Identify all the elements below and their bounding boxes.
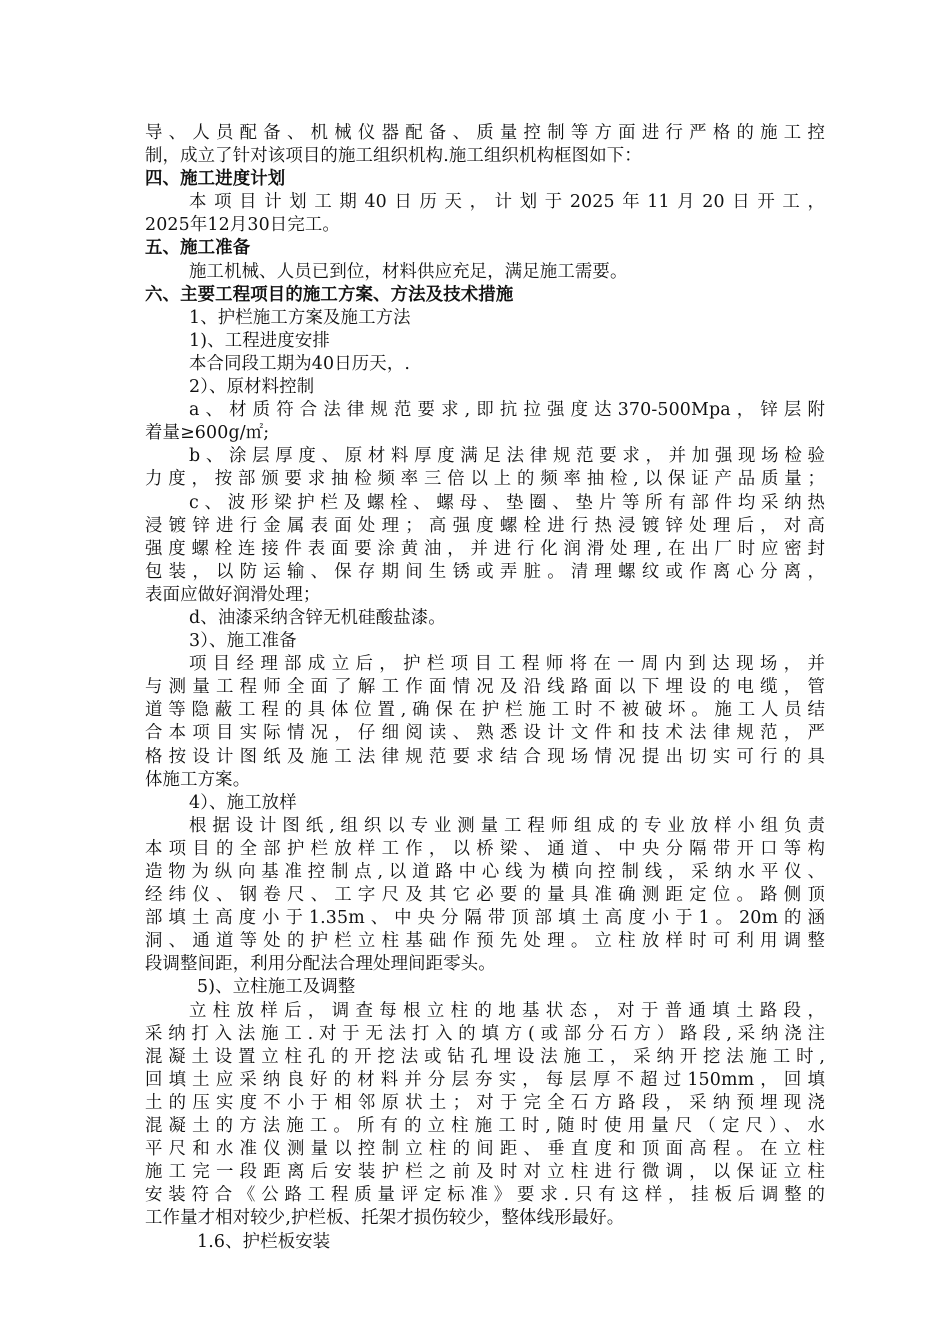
text-line: 回填土应采纳良好的材料并分层夯实，每层厚不超过150mm，回填 [145,1069,825,1090]
section-heading: 五、施工准备 [145,238,251,259]
text-line: 1.6、护栏板安装 [197,1231,331,1252]
text-line: b、涂层厚度、原材料厚度满足法律规范要求，并加强现场检验 [189,446,825,467]
text-line: 着量≥600g/㎡; [145,423,270,444]
text-line: 4）、施工放样 [189,792,297,813]
text-line: 平尺和水准仪测量以控制立柱的间距、垂直度和顶面高程。在立柱 [145,1139,825,1160]
text-line: 根据设计图纸,组织以专业测量工程师组成的专业放样小组负责 [189,815,825,836]
text-line: 部填土高度小于1.35m、中央分隔带顶部填土高度小于1。20m的涵 [145,908,825,929]
text-line: 混凝土设置立柱孔的开挖法或钻孔埋设法施工，采纳开挖法施工时, [145,1046,825,1067]
text-line: 本合同段工期为40日历天，. [189,353,411,374]
text-line: 制，成立了针对该项目的施工组织机构.施工组织机构框图如下： [145,146,642,167]
text-line: 2）、原材料控制 [189,377,315,398]
document-body [145,122,825,1254]
text-line: 1、护栏施工方案及施工方法 [189,307,411,328]
text-line: 洞、通道等处的护栏立柱基础作预先处理。立柱放样时可利用调整 [145,931,825,952]
text-line: 力度，按部颁要求抽检频率三倍以上的频率抽检,以保证产品质量； [145,469,825,490]
section-heading: 四、施工进度计划 [145,169,286,190]
text-line: 采纳打入法施工.对于无法打入的填方(或部分石方）路段,采纳浇注 [145,1023,825,1044]
text-line: 表面应做好润滑处理； [145,584,321,605]
text-line: 合本项目实际情况，仔细阅读、熟悉设计文件和技术法律规范，严 [145,723,825,744]
text-line: 本项目计划工期40日历天，计划于2025年11月20日开工， [189,192,825,213]
text-line: 5)、立柱施工及调整 [197,977,356,998]
text-line: 段调整间距，利用分配法合理处理间距零头。 [145,954,496,975]
text-line: 施工完一段距离后安装护栏之前及时对立柱进行微调，以保证立柱 [145,1162,825,1183]
text-line: 与测量工程师全面了解工作面情况及沿线路面以下埋设的电缆，管 [145,677,825,698]
text-line: 包装，以防运输、保存期间生锈或弄脏。清理螺纹或作离心分离， [145,561,825,582]
text-line: 经纬仪、钢卷尺、工字尺及其它必要的量具准确测距定位。路侧顶 [145,885,825,906]
text-line: 浸镀锌进行金属表面处理；高强度螺栓进行热浸镀锌处理后，对高 [145,515,825,536]
section-heading: 六、主要工程项目的施工方案、方法及技术措施 [145,284,514,305]
text-line: 立柱放样后，调查每根立柱的地基状态，对于普通填土路段， [189,1000,825,1021]
text-line: 本项目的全部护栏放样工作，以桥梁、通道、中央分隔带开口等构 [145,838,825,859]
text-line: 2025年12月30日完工。 [145,215,340,236]
text-line: 工作量才相对较少,护栏板、托架才损伤较少，整体线形最好。 [145,1208,625,1229]
text-line: 格按设计图纸及施工法律规范要求结合现场情况提出切实可行的具 [145,746,825,767]
text-line: 导、人员配备、机械仪器配备、质量控制等方面进行严格的施工控 [145,123,825,143]
text-line: 1)、工程进度安排 [189,330,330,351]
text-line: 强度螺栓连接件表面要涂黄油，并进行化润滑处理,在出厂时应密封 [145,538,825,559]
text-line: 3）、施工准备 [189,631,297,652]
text-line: 道等隐蔽工程的具体位置,确保在护栏施工时不被破坏。施工人员结 [145,700,825,721]
text-line: 混凝土的方法施工。所有的立柱施工时,随时使用量尺（定尺）、水 [145,1116,825,1137]
text-line: 土的压实度不小于相邻原状土；对于完全石方路段，采纳预埋现浇 [145,1092,825,1113]
text-line: d、油漆采纳含锌无机硅酸盐漆。 [189,607,446,628]
text-line: 施工机械、人员已到位，材料供应充足，满足施工需要。 [189,261,628,282]
text-line: 项目经理部成立后，护栏项目工程师将在一周内到达现场，并 [189,654,825,675]
text-line: 造物为纵向基准控制点,以道路中心线为横向控制线，采纳水平仪、 [145,862,825,882]
text-line: a、材质符合法律规范要求,即抗拉强度达370-500Mpa，锌层附 [189,400,825,421]
text-line: 安装符合《公路工程质量评定标准》要求.只有这样，挂板后调整的 [145,1185,825,1206]
text-line: 体施工方案。 [145,769,251,790]
text-line: c、波形梁护栏及螺栓、螺母、垫圈、垫片等所有部件均采纳热 [189,492,825,513]
